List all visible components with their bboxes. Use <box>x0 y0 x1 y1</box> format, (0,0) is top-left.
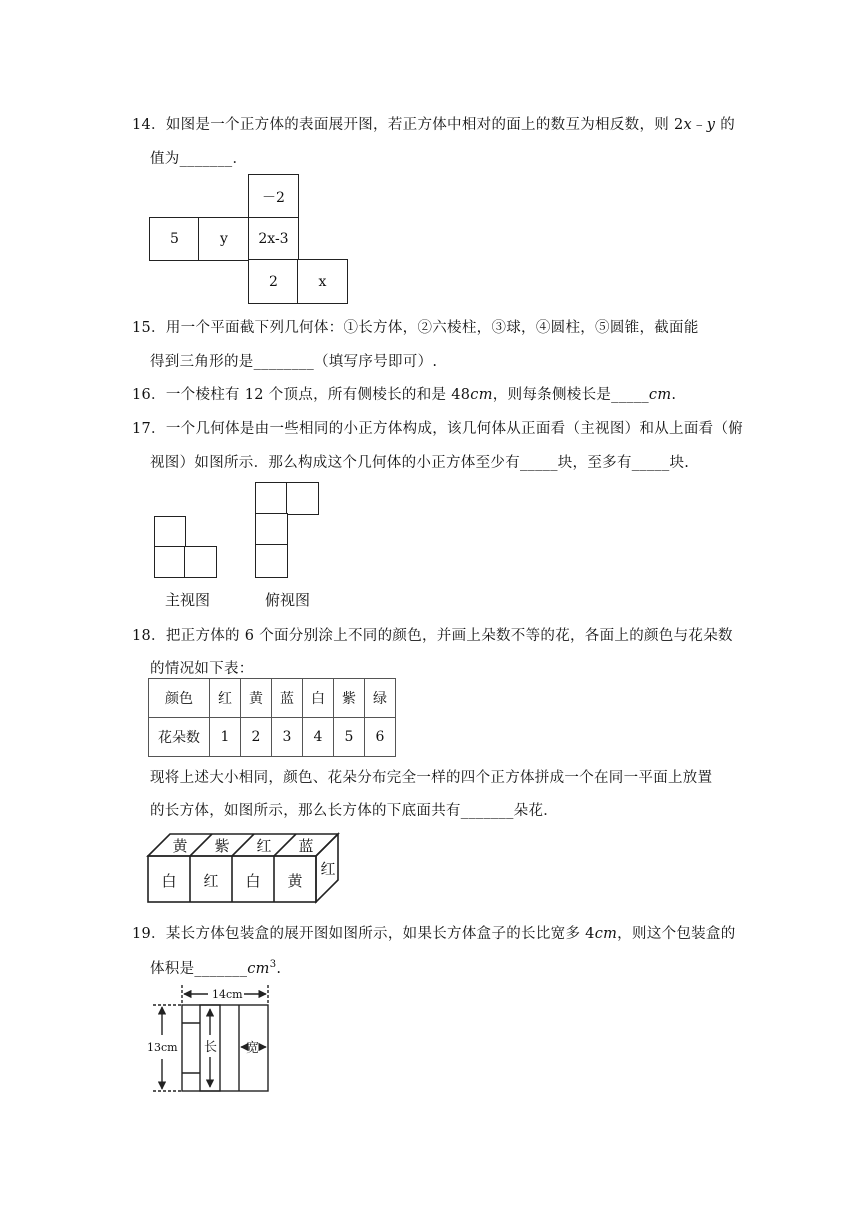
table-cell: 2 <box>241 718 272 757</box>
net-cell: 5 <box>149 217 200 261</box>
q16-unit: cm <box>648 387 672 403</box>
table-row <box>149 718 396 757</box>
net-cell: 2 <box>248 259 299 304</box>
q16-line <box>132 383 676 404</box>
long-label: 长 <box>204 1040 218 1055</box>
q16-unit: cm <box>470 387 493 403</box>
view-square <box>255 482 288 515</box>
table-cell: 蓝 <box>272 679 303 718</box>
q19-exponent: 3 <box>269 959 277 971</box>
q16-end: . <box>671 387 677 403</box>
table-cell: 颜色 <box>149 679 210 718</box>
caption-top-view: 俯视图 <box>265 591 311 609</box>
view-square <box>154 546 186 578</box>
table-cell: 6 <box>365 718 396 757</box>
q15-line2: 得到三角形的是________（填写序号即可）. <box>150 354 438 370</box>
q16-middle: ，则每条侧棱长是_____ <box>492 387 649 403</box>
q19-text: 体积是_______ <box>150 961 248 977</box>
cuboid-figure <box>146 832 346 908</box>
table-cell: 花朵数 <box>149 718 210 757</box>
caption-front-view: 主视图 <box>165 591 211 609</box>
front-face-label: 黄 <box>287 872 303 890</box>
front-face-label: 红 <box>203 872 219 890</box>
table-cell: 1 <box>210 718 241 757</box>
table-cell: 紫 <box>334 679 365 718</box>
q17-line2: 视图）如图所示．那么构成这个几何体的小正方体至少有_____块，至多有_____块. <box>150 455 690 471</box>
net-cell: x <box>297 259 348 304</box>
q19-line2 <box>150 957 281 978</box>
net-cell: y <box>198 217 250 261</box>
top-face-label: 红 <box>256 837 272 855</box>
q14-line1 <box>132 113 735 134</box>
q14-line2: 值为_______． <box>150 151 248 167</box>
top-face-label: 黄 <box>172 837 188 855</box>
table-cell: 黄 <box>241 679 272 718</box>
q14-suffix: 的 <box>715 117 735 133</box>
q18-line3: 现将上述大小相同，颜色、花朵分布完全一样的四个正方体拼成一个在同一平面上放置 <box>150 770 713 786</box>
q19-end: . <box>276 961 282 977</box>
top-face-label: 蓝 <box>298 837 314 855</box>
table-cell: 绿 <box>365 679 396 718</box>
q18-line2: 的情况如下表： <box>150 661 254 677</box>
front-face-label: 白 <box>245 872 261 890</box>
color-flower-table <box>148 678 396 757</box>
q19-text: 19．某长方体包装盒的展开图如图所示，如果长方体盒子的长比宽多 4 <box>132 926 595 942</box>
view-square <box>286 482 319 515</box>
q18-line4: 的长方体，如图所示，那么长方体的下底面共有_______朵花． <box>150 803 559 819</box>
q14-minus: ﹣ <box>691 117 707 133</box>
q15-line1: 15．用一个平面截下列几何体：①长方体，②六棱柱，③球，④圆柱，⑤圆锥，截面能 <box>132 320 699 336</box>
box-net-figure <box>145 983 285 1098</box>
side-face-label: 红 <box>320 860 336 878</box>
table-cell: 红 <box>210 679 241 718</box>
table-row <box>149 679 396 718</box>
width-label: 14cm <box>212 988 243 1001</box>
q19-unit: cm <box>594 926 618 942</box>
table-cell: 5 <box>334 718 365 757</box>
q16-text: 16．一个棱柱有 12 个顶点，所有侧棱长的和是 48 <box>132 387 471 403</box>
q14-var-y: y <box>706 117 716 133</box>
table-cell: 白 <box>303 679 334 718</box>
view-square <box>184 546 217 578</box>
view-square <box>154 516 186 548</box>
q19-line1 <box>132 922 736 943</box>
view-square <box>255 513 288 546</box>
wide-label: 宽 <box>246 1041 260 1056</box>
q17-line1: 17．一个几何体是由一些相同的小正方体构成，该几何体从正面看（主视图）和从上面看（俯 <box>132 421 744 437</box>
top-face-label: 紫 <box>214 837 230 855</box>
height-label: 13cm <box>147 1041 178 1054</box>
q14-text: 14．如图是一个正方体的表面展开图，若正方体中相对的面上的数互为相反数，则 2 <box>132 117 684 133</box>
view-square <box>255 544 288 578</box>
q14-var-x: x <box>683 117 692 133</box>
net-cell: －2 <box>248 174 299 219</box>
net-cell: 2x-3 <box>248 217 299 261</box>
q19-unit: cm <box>247 961 270 977</box>
q18-line1: 18．把正方体的 6 个面分别涂上不同的颜色，并画上朵数不等的花，各面上的颜色与花朵数 <box>132 628 733 644</box>
table-cell: 4 <box>303 718 334 757</box>
q19-suffix: ，则这个包装盒的 <box>617 926 736 942</box>
table-cell: 3 <box>272 718 303 757</box>
front-face-label: 白 <box>161 872 177 890</box>
